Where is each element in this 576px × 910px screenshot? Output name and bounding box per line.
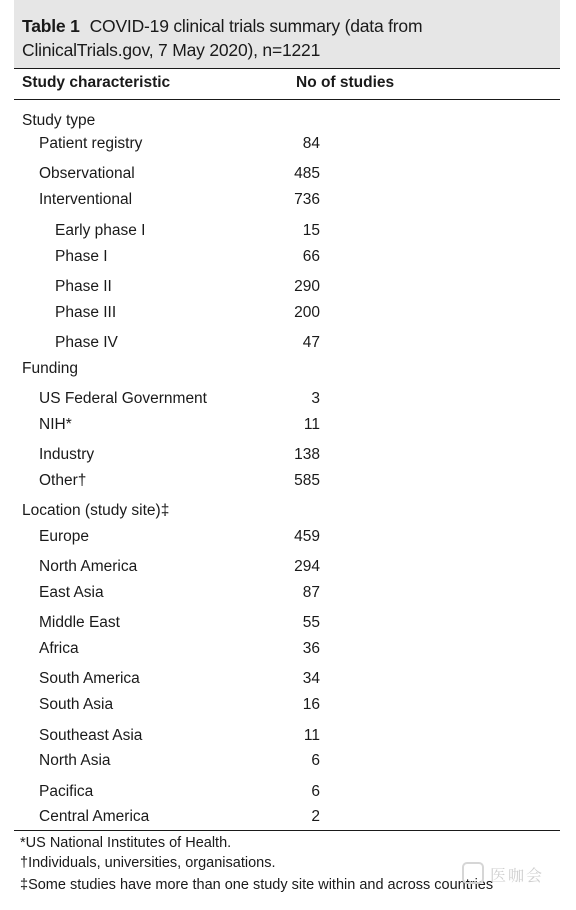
section-label: Location (study site)‡ [22,502,170,519]
table-row [14,525,560,549]
row-value: 34 [302,670,320,687]
row-value: 11 [303,416,320,433]
row-label: Patient registry [39,135,143,152]
bottom-rule [14,830,560,831]
row-value: 585 [294,472,320,489]
row-label: Other† [39,472,87,489]
row-label: Europe [39,528,89,545]
row-label: NIH* [39,416,72,433]
row-value: 294 [294,558,320,575]
section-label: Funding [22,360,79,377]
row-value: 66 [302,248,320,265]
column-header-characteristic: Study characteristic [22,74,171,91]
header-rule [14,99,560,100]
table-caption [22,14,552,62]
row-label: Africa [39,640,79,657]
watermark [462,860,558,888]
row-value: 36 [302,640,320,657]
column-header-count: No of studies [296,74,395,91]
row-value: 11 [303,727,320,744]
row-label: East Asia [39,584,104,601]
row-value: 15 [302,222,320,239]
footnote-location: ‡Some studies have more than one study site within and across countries [20,877,494,893]
row-label: Phase II [55,278,112,295]
section-row [14,357,560,381]
table-row [14,693,560,717]
row-value: 200 [294,304,320,321]
row-value: 6 [311,783,320,800]
table-row [14,413,560,437]
table-row [14,301,560,325]
row-value: 84 [302,135,320,152]
row-label: Observational [39,165,135,182]
row-label: Central America [39,808,150,825]
table-row [14,805,560,829]
table-row [14,469,560,493]
table-label: Table 1 [22,16,80,36]
row-value: 459 [294,528,320,545]
row-value: 138 [294,446,320,463]
top-rule [14,68,560,69]
row-label: South America [39,670,140,687]
watermark-logo-icon [462,862,484,884]
table-row [14,637,560,661]
row-label: South Asia [39,696,114,713]
table-row [14,245,560,269]
table-row [14,188,560,212]
table-title: COVID-19 clinical trials summary (data from ClinicalTrials.gov, 7 May 2020), n=1221 [22,16,423,60]
row-value: 16 [302,696,320,713]
row-label: US Federal Government [39,390,207,407]
table-row [14,724,560,748]
row-label: Middle East [39,614,120,631]
section-label: Study type [22,112,96,129]
table-row [14,275,560,299]
table-row [14,581,560,605]
row-value: 485 [294,165,320,182]
table-row [14,132,560,156]
row-value: 87 [302,584,320,601]
row-label: Interventional [39,191,133,208]
row-label: Pacifica [39,783,94,800]
row-label: North Asia [39,752,111,769]
table-row [14,162,560,186]
footnote-other: †Individuals, universities, organisations. [20,855,276,871]
row-value: 290 [294,278,320,295]
section-row [14,109,560,133]
row-value: 3 [311,390,320,407]
row-label: North America [39,558,138,575]
row-value: 2 [311,808,320,825]
table-row [14,780,560,804]
row-label: Early phase I [55,222,146,239]
row-label: Phase I [55,248,108,265]
table-row [14,331,560,355]
row-value: 55 [302,614,320,631]
table-row [14,749,560,773]
table-row [14,667,560,691]
table-row [14,443,560,467]
row-value: 47 [302,334,320,351]
table-row [14,611,560,635]
row-value: 6 [311,752,320,769]
row-label: Phase III [55,304,117,321]
table-row [14,555,560,579]
table-page [14,0,562,910]
watermark-text: 医咖会 [490,868,545,885]
row-label: Southeast Asia [39,727,143,744]
section-row [14,499,560,523]
row-value: 736 [294,191,320,208]
table-row [14,387,560,411]
table-row [14,219,560,243]
row-label: Phase IV [55,334,118,351]
footnote-nih: *US National Institutes of Health. [20,835,232,851]
row-label: Industry [39,446,95,463]
